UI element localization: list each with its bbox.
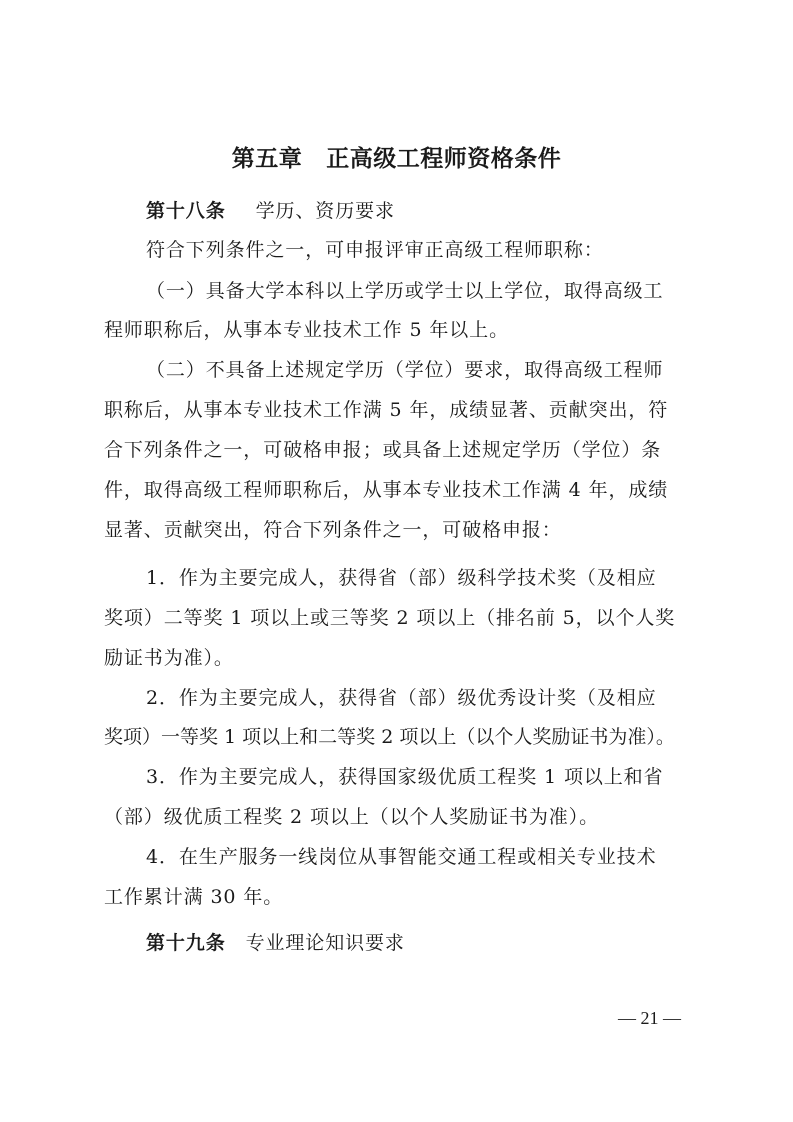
article-19-label: 第十九条	[146, 932, 226, 954]
paragraph-line: 3．作为主要完成人，获得国家级优质工程奖 1 项以上和省	[146, 766, 664, 788]
paragraph-line: （二）不具备上述规定学历（学位）要求，取得高级工程师	[146, 359, 664, 381]
paragraph-line: （一）具备大学本科以上学历或学士以上学位，取得高级工	[146, 280, 664, 302]
paragraph-line: 工作累计满 30 年。	[104, 886, 284, 908]
paragraph-line: 合下列条件之一，可破格申报；或具备上述规定学历（学位）条	[104, 439, 662, 461]
paragraph-line: （部）级优质工程奖 2 项以上（以个人奖励证书为准）。	[104, 806, 599, 828]
paragraph-line: 职称后，从事本专业技术工作满 5 年，成绩显著、贡献突出，符	[104, 399, 669, 421]
paragraph-line: 件，取得高级工程师职称后，从事本专业技术工作满 4 年，成绩	[104, 479, 669, 501]
article-18-title: 学历、资历要求	[255, 200, 395, 222]
paragraph-line: 符合下列条件之一，可申报评审正高级工程师职称：	[146, 239, 604, 261]
paragraph-line: 1．作为主要完成人，获得省（部）级科学技术奖（及相应	[146, 567, 657, 589]
article-19-heading	[146, 928, 405, 958]
page-number: — 21 —	[618, 1008, 681, 1028]
chapter-number: 第五章	[231, 145, 303, 172]
article-19-title: 专业理论知识要求	[245, 932, 405, 954]
article-18-heading	[146, 196, 395, 226]
paragraph-line: 奖项）一等奖 1 项以上和二等奖 2 项以上（以个人奖励证书为准）。	[104, 726, 675, 748]
paragraph-line: 奖项）二等奖 1 项以上或三等奖 2 项以上（排名前 5，以个人奖	[104, 607, 676, 629]
paragraph-line: 显著、贡献突出，符合下列条件之一，可破格申报：	[104, 519, 562, 541]
paragraph-line: 4．在生产服务一线岗位从事智能交通工程或相关专业技术	[146, 846, 657, 868]
chapter-name: 正高级工程师资格条件	[326, 145, 562, 172]
paragraph-line: 2．作为主要完成人，获得省（部）级优秀设计奖（及相应	[146, 687, 657, 709]
paragraph-line: 程师职称后，从事本专业技术工作 5 年以上。	[104, 319, 509, 341]
chapter-title	[0, 140, 793, 173]
paragraph-line: 励证书为准）。	[104, 647, 234, 669]
article-18-label: 第十八条	[146, 200, 226, 222]
